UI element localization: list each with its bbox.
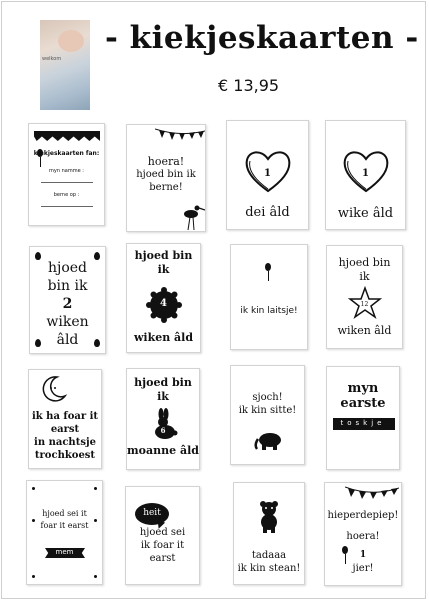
card-sitte[interactable]	[230, 365, 305, 465]
page-title: - kiekjeskaarten -	[105, 20, 419, 56]
card-stean[interactable]	[233, 482, 305, 585]
card-text: âld	[56, 332, 79, 348]
card-text: foar it earst	[40, 521, 89, 530]
card-earste-toskje[interactable]	[326, 366, 400, 470]
card-number: 12	[360, 301, 369, 308]
drop-icon	[35, 252, 41, 260]
card-text: earst	[50, 424, 80, 435]
card-text: hjoed bin	[338, 256, 391, 269]
photo-caption: welkom	[42, 56, 62, 62]
card-text: bin ik	[47, 278, 88, 294]
card-text: ik	[157, 390, 169, 403]
dot-decoration	[32, 575, 35, 578]
card-2-wiken[interactable]	[29, 246, 106, 354]
card-text: hjoed bin	[134, 376, 192, 389]
card-text: ik foar it	[140, 540, 185, 551]
bubble-text: heit	[143, 508, 161, 518]
card-text: ik kin sitte!	[238, 405, 297, 416]
card-number: 1	[359, 550, 367, 560]
card-text: hjoed	[47, 260, 88, 276]
birth-field-label: berne op :	[53, 192, 80, 198]
card-text: trochkoest	[34, 450, 96, 461]
card-text: hjoed sei it	[42, 509, 87, 518]
card-text: ik kin laitsje!	[240, 306, 298, 316]
card-text: myn	[347, 381, 379, 396]
card-text: earst	[149, 553, 176, 564]
stork-icon	[179, 203, 205, 231]
card-text: wiken	[46, 314, 89, 330]
card-text: ik ha foar it	[31, 411, 99, 422]
dot-decoration	[94, 575, 97, 578]
card-text: jier!	[352, 563, 374, 574]
card-text: wiken âld	[337, 324, 392, 337]
card-text: hjoed bin	[134, 249, 193, 262]
card-dei-ald[interactable]	[226, 120, 309, 230]
card-text: ik	[157, 263, 170, 276]
card-text: berne!	[149, 182, 183, 193]
card-number: 6	[160, 426, 166, 435]
card-text: wike âld	[337, 206, 394, 221]
banner-text: mem	[55, 548, 74, 556]
card-text: tadaaa	[251, 550, 287, 561]
dot-decoration	[94, 487, 97, 490]
card-text: hjoed sei	[139, 527, 186, 538]
card-heading: kiekjeskaarten fan:	[33, 150, 100, 157]
elephant-icon	[254, 431, 284, 451]
card-text: hjoed bin ik	[136, 169, 196, 180]
card-4-wiken[interactable]	[126, 243, 201, 353]
card-text: wiken âld	[133, 331, 194, 344]
banner-text: toskje	[340, 419, 386, 427]
moon-icon	[37, 374, 69, 404]
card-text: hoera!	[346, 531, 380, 542]
card-12-wiken[interactable]	[326, 245, 403, 349]
baby-photo	[40, 20, 90, 110]
teddy-bear-icon	[256, 499, 284, 533]
bunting-decoration	[345, 485, 399, 501]
card-mem[interactable]	[26, 480, 103, 585]
card-text: moanne âld	[127, 444, 199, 457]
card-1-jier[interactable]	[324, 482, 402, 586]
card-6-moanne[interactable]	[126, 368, 200, 470]
rabbit-icon	[152, 408, 178, 440]
card-berne[interactable]	[126, 124, 206, 232]
name-field-label: myn namme :	[49, 168, 84, 174]
birth-line	[41, 206, 93, 207]
card-text: in nachtsje	[34, 437, 96, 448]
card-text: sjoch!	[252, 392, 283, 403]
card-number: 4	[160, 298, 167, 309]
card-text: hoera!	[147, 155, 185, 168]
card-heit[interactable]	[125, 486, 200, 585]
card-number: 1	[264, 168, 271, 179]
name-line	[41, 182, 93, 183]
card-text: hieperdepiep!	[327, 510, 399, 521]
bunting-decoration	[34, 131, 100, 141]
card-text: ik kin stean!	[237, 563, 301, 574]
card-text: earste	[340, 396, 386, 411]
card-number: 1	[362, 168, 369, 179]
card-nachtsje[interactable]	[28, 369, 102, 469]
drop-icon	[94, 252, 100, 260]
card-wike-ald[interactable]	[325, 120, 406, 230]
card-text: dei âld	[245, 205, 290, 220]
price: € 13,95	[218, 76, 280, 95]
bunting-decoration	[155, 127, 205, 143]
card-text: ik	[359, 270, 370, 283]
balloon-icon	[265, 263, 271, 271]
card-kiekjeskaarten-fan[interactable]	[28, 123, 105, 226]
card-number: 2	[62, 296, 73, 312]
dot-decoration	[32, 487, 35, 490]
card-laitsje[interactable]	[230, 244, 308, 350]
